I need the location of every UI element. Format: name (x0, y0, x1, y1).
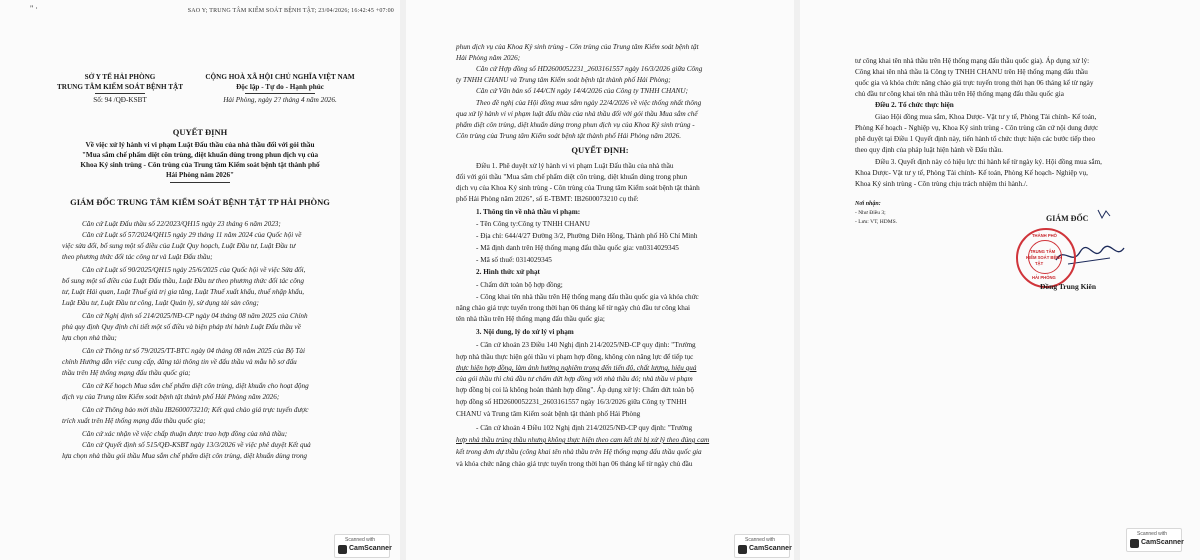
issue-date: Hải Phòng, ngày 2? tháng 4 năm 2026. (223, 96, 337, 104)
body-line: phun dịch vụ của Khoa Ký sinh trùng - Côn trùng của Trung tâm Kiểm soát bệnh tật (456, 43, 699, 51)
article-line: - Căn cứ khoản 23 Điều 140 Nghị định 214/2025/NĐ-CP quy định: "Trường (476, 341, 696, 349)
seal-text-bottom: HẢI PHÒNG (1032, 275, 1056, 280)
article-line: CHANU và Trung tâm Kiểm soát bệnh tật thành phố Hải Phòng (456, 410, 641, 418)
legal-basis-line: chính Hướng dẫn việc cung cấp, đăng tải thông tin về đấu thầu và mẫu hồ sơ đấu (62, 358, 297, 366)
body-line: Công khai tên nhà thầu là Công ty TNHH CHANU trên Hệ thống mạng đấu thầu (855, 68, 1088, 76)
article-line: - Địa chỉ: 644/4/27 Đường 3/2, Phường Diên Hồng, Thành phố Hồ Chí Minh (476, 232, 698, 240)
body-line: Phòng Kế hoạch - Nghiệp vụ, Khoa Ký sinh trùng - Côn trùng căn cứ nội dung được (855, 124, 1099, 132)
body-line: Căn cứ Hợp đồng số HD2600052231_2603161557 ngày 16/3/2026 giữa Công (476, 65, 703, 73)
article-line: hợp nhà thầu thực hiện gói thầu vi phạm hợp đồng, không còn năng lực để tiếp tục (456, 353, 694, 361)
body-line: Giao Hội đồng mua sắm, Khoa Dược- Vật tư y tế, Phòng Tài chính- Kế toán, (875, 113, 1097, 121)
scanner-brand: CamScanner (1141, 539, 1184, 546)
body-line: Hải Phòng năm 2026; (456, 54, 521, 62)
official-seal (1016, 228, 1076, 288)
article-heading: Điều 2. Tổ chức thực hiện (875, 101, 954, 109)
subject-line-3: Khoa Ký sinh trùng - Côn trùng của Trung tâm Kiểm soát bệnh tật thành phố (80, 161, 320, 169)
subject-line-2: "Mua sắm chế phẩm diệt côn trùng, diệt khuẩn dùng trong phun dịch vụ của (81, 151, 319, 159)
camscanner-watermark (334, 534, 390, 558)
body-line: Khoa Dược- Vật tư y tế, Phòng Tài chính- Kế toán, Phòng Kế hoạch- Nghiệp vụ, (855, 169, 1088, 177)
article-line: hợp đồng bị coi là không hoàn thành hợp đồng". Áp dụng xử lý: Chấm dứt toàn bộ (456, 386, 694, 394)
seal-text-center-2: KIỂM SOÁT BỆNH (1026, 255, 1063, 260)
digital-copy-header: SAO Y; TRUNG TÂM KIỂM SOÁT BỆNH TẬT; 23/04/2026; 16:42:45 +07:00 (187, 8, 394, 14)
article-line: - Mã định danh trên Hệ thống mạng đấu thầu quốc gia: vn0314029345 (476, 244, 679, 252)
camscanner-watermark (734, 534, 790, 558)
national-title: CỘNG HOÀ XÃ HỘI CHỦ NGHĨA VIỆT NAM (205, 73, 355, 81)
document-page-3 (800, 0, 1200, 560)
scanner-caption: Scanned with (745, 537, 776, 543)
section-heading: 2. Hình thức xử phạt (476, 268, 540, 276)
body-line: ty TNHH CHANU và Trung tâm Kiểm soát bệnh tật thành phố Hải Phòng; (456, 76, 671, 84)
subject-underline (170, 182, 230, 183)
quoted-clause: thực hiện hợp đồng, làm ảnh hưởng nghiêm trọng đến tiến độ, chất lượng, hiệu quả (456, 364, 697, 372)
issuing-authority: GIÁM ĐỐC TRUNG TÂM KIỂM SOÁT BỆNH TẬT TP HẢI PHÒNG (70, 197, 330, 207)
quoted-clause: kết trong đơn dự thầu (công khai tên nhà thầu trên Hệ thống mạng đấu thầu quốc gia (456, 448, 702, 456)
article-line: - Tên Công ty:Công ty TNHH CHANU (476, 220, 590, 228)
seal-text-top: THÀNH PHỐ (1032, 233, 1057, 238)
body-line: Theo đề nghị của Hội đồng mua sắm ngày 22/4/2026 về việc thống nhất thông (476, 99, 702, 107)
signer-name: Đồng Trung Kiên (1040, 282, 1096, 291)
section-heading: 1. Thông tin về nhà thầu vi phạm: (476, 208, 581, 216)
legal-basis-line: Căn cứ xác nhận về việc chấp thuận được trao hợp đồng của nhà thầu; (82, 430, 288, 438)
article-line: và khóa chức năng chào giá trực tuyến trong thời hạn 06 tháng kể từ ngày chủ đầu (456, 460, 693, 468)
legal-basis-line: Căn cứ Luật số 90/2025/QH15 ngày 25/6/2025 của Quốc hội về việc Sửa đổi, (82, 266, 306, 274)
legal-basis-line: Căn cứ Quyết định số 515/QĐ-KSBT ngày 13/3/2026 về việc phê duyệt Kết quả (82, 441, 311, 449)
corner-marks: " · (30, 4, 38, 13)
motto-underline (245, 93, 315, 94)
recipient-item: - Lưu: VT, HDMS. (855, 219, 898, 225)
article-line: năng chào giá trực tuyến trong thời hạn 06 tháng kể từ ngày chủ đầu tư công khai (456, 304, 691, 312)
camscanner-icon (338, 545, 347, 554)
document-page-2 (406, 0, 794, 560)
body-line: tư công khai tên nhà thầu trên Hệ thống mạng đấu thầu quốc gia). Áp dụng xử lý: (855, 57, 1090, 65)
body-line: qua xử lý hành vi vi phạm luật đấu thầu của nhà thầu đối với gói thầu Mua sắm chế (456, 110, 698, 118)
national-motto: Độc lập - Tự do - Hạnh phúc (236, 83, 324, 91)
legal-basis-line: Căn cứ Luật số 57/2024/QH15 ngày 29 tháng 11 năm 2024 của Quốc hội về (82, 231, 302, 239)
initial-mark (1096, 208, 1112, 220)
legal-basis-line: theo phương thức đối tác công tư và Luật Đấu thầu; (62, 253, 213, 261)
document-number: Số: 94 /QĐ-KSBT (93, 96, 147, 104)
issuing-org: TRUNG TÂM KIỂM SOÁT BỆNH TẬT (56, 83, 183, 91)
legal-basis-line: dịch vụ của Trung tâm Kiểm soát bệnh tật thành phố Hải Phòng năm 2026; (62, 393, 280, 401)
camscanner-icon (738, 545, 747, 554)
legal-basis-line: Căn cứ Kế hoạch Mua sắm chế phẩm diệt côn trùng, diệt khuẩn cho hoạt động (82, 382, 309, 390)
scanner-brand: CamScanner (749, 545, 792, 552)
legal-basis-line: việc sửa đổi, bổ sung một số điều của Luật Quy hoạch, Luật Đầu tư, Luật Đầu tư (62, 242, 296, 250)
camscanner-watermark (1126, 528, 1182, 552)
legal-basis-line: Căn cứ Thông báo mời thầu IB2600073210; Kết quả chào giá trực tuyến được (82, 406, 309, 414)
article-line: dịch vụ của Khoa Ký sinh trùng - Côn trùng của Trung tâm Kiểm soát bệnh tật thành (456, 184, 700, 192)
legal-basis-line: phủ quy định Quy định chi tiết một số điều và biện pháp thi hành Luật Đấu thầu về (62, 323, 301, 331)
article-line: tên nhà thầu trên Hệ thống mạng đấu thầu quốc gia; (456, 315, 605, 323)
seal-text-center-1: TRUNG TÂM (1030, 249, 1056, 254)
recipients-title: Nơi nhận: (855, 201, 881, 207)
scanner-caption: Scanned with (345, 537, 376, 543)
legal-basis-line: trích xuất trên Hệ thống mạng đấu thầu quốc gia; (62, 417, 206, 425)
body-line: Điều 3. Quyết định này có hiệu lực thi hành kể từ ngày ký. Hội đồng mua sắm, (875, 158, 1102, 166)
legal-basis-line: Căn cứ Nghị định số 214/2025/NĐ-CP ngày 04 tháng 08 năm 2025 của Chính (82, 312, 308, 320)
legal-basis-line: bổ sung một số điều của Luật Đấu thầu, Luật Đầu tư theo phương thức đối tác công (62, 277, 304, 285)
body-line: Khoa Ký sinh trùng - Côn trùng chịu trách nhiệm thi hành./. (855, 180, 1028, 188)
body-line: Căn cứ Văn bản số 144/CN ngày 14/4/2026 của Công ty TNHH CHANU; (476, 87, 688, 95)
article-line: đối với gói thầu "Mua sắm chế phẩm diệt côn trùng, diệt khuẩn dùng trong phun (456, 173, 688, 181)
body-line: phẩm diệt côn trùng, diệt khuẩn dùng trong phun dịch vụ của Khoa Ký sinh trùng - (456, 121, 695, 129)
legal-basis-line: Căn cứ Luật Đấu thầu số 22/2023/QH15 ngày 23 tháng 6 năm 2023; (82, 220, 281, 228)
legal-basis-line: thầu trên Hệ thống mạng đấu thầu quốc gia; (62, 369, 191, 377)
legal-basis-line: Căn cứ Thông tư số 79/2025/TT-BTC ngày 04 tháng 08 năm 2025 của Bộ Tài (82, 347, 305, 355)
issuing-org-parent: SỞ Y TẾ HẢI PHÒNG (84, 73, 156, 81)
article-line: - Mã số thuế: 0314029345 (476, 256, 552, 264)
quoted-clause: của gói thầu thì chủ đầu tư chấm dứt hợp đồng với nhà thầu đó; nhà thầu vi phạm (456, 375, 693, 383)
article-line: - Chấm dứt toàn bộ hợp đồng; (476, 281, 563, 289)
article-line: - Căn cứ khoản 4 Điều 102 Nghị định 214/2025/NĐ-CP quy định: "Trường (476, 424, 693, 432)
camscanner-icon (1130, 539, 1139, 548)
article-line: - Công khai tên nhà thầu trên Hệ thống mạng đấu thầu quốc gia và khóa chức (476, 293, 699, 301)
legal-basis-line: Luật Đầu tư, Luật Đầu tư công, Luật Quản lý, sử dụng tài sản công; (62, 299, 259, 307)
subject-line-4: Hải Phòng năm 2026" (165, 171, 235, 179)
section-heading: 3. Nội dung, lý do xử lý vi phạm (476, 328, 574, 336)
document-page-1 (0, 0, 400, 560)
document-title: QUYẾT ĐỊNH (172, 127, 228, 137)
legal-basis-line: lựa chọn nhà thầu gói thầu Mua sắm chế phẩm diệt côn trùng, diệt khuẩn dùng trong (62, 452, 308, 460)
subject-line-1: Về việc xử lý hành vi vi phạm Luật Đấu thầu của nhà thầu đối với gói thầu (85, 141, 315, 149)
article-line: Điều 1. Phê duyệt xử lý hành vi vi phạm Luật Đấu thầu của nhà thầu (476, 162, 674, 170)
body-line: chủ đầu tư công khai tên nhà thầu trên Hệ thống mạng đấu thầu quốc gia (855, 90, 1064, 98)
body-line: Côn trùng của Trung tâm Kiểm soát bệnh tật thành phố Hải Phòng năm 2026. (456, 132, 682, 140)
legal-basis-line: lựa chọn nhà thầu; (62, 334, 117, 342)
decision-heading: QUYẾT ĐỊNH: (571, 145, 629, 155)
org-underline (95, 93, 145, 94)
body-line: phê duyệt tại Điều 1 Quyết định này, tiến hành tổ chức thực hiện các bước tiếp theo (855, 135, 1096, 143)
quoted-clause: hợp nhà thầu trúng thầu nhưng không thực hiện theo cam kết thì bị xử lý theo đúng cam (456, 436, 710, 444)
legal-basis-line: tư, Luật Hải quan, Luật Thuế giá trị gia tăng, Luật Thuế xuất khẩu, thuế nhập khẩu, (62, 288, 305, 296)
article-line: phố Hải Phòng năm 2026", số E-TBMT: IB2600073210 cụ thể: (456, 195, 639, 203)
signer-title: GIÁM ĐỐC (1046, 214, 1089, 223)
recipient-item: - Như Điều 3; (855, 210, 886, 216)
body-line: quốc gia và khóa chức năng chào giá trực tuyến trong thời hạn 06 tháng kể từ ngày (855, 79, 1094, 87)
seal-text-center-3: TẬT (1035, 261, 1044, 266)
scanner-caption: Scanned with (1137, 531, 1168, 537)
article-line: hợp đồng số HD2600052231_2603161557 ngày 16/3/2026 giữa Công ty TNHH (456, 398, 687, 406)
scanner-brand: CamScanner (349, 545, 392, 552)
body-line: theo quy định của pháp luật hiện hành về Đấu thầu. (855, 146, 1003, 154)
